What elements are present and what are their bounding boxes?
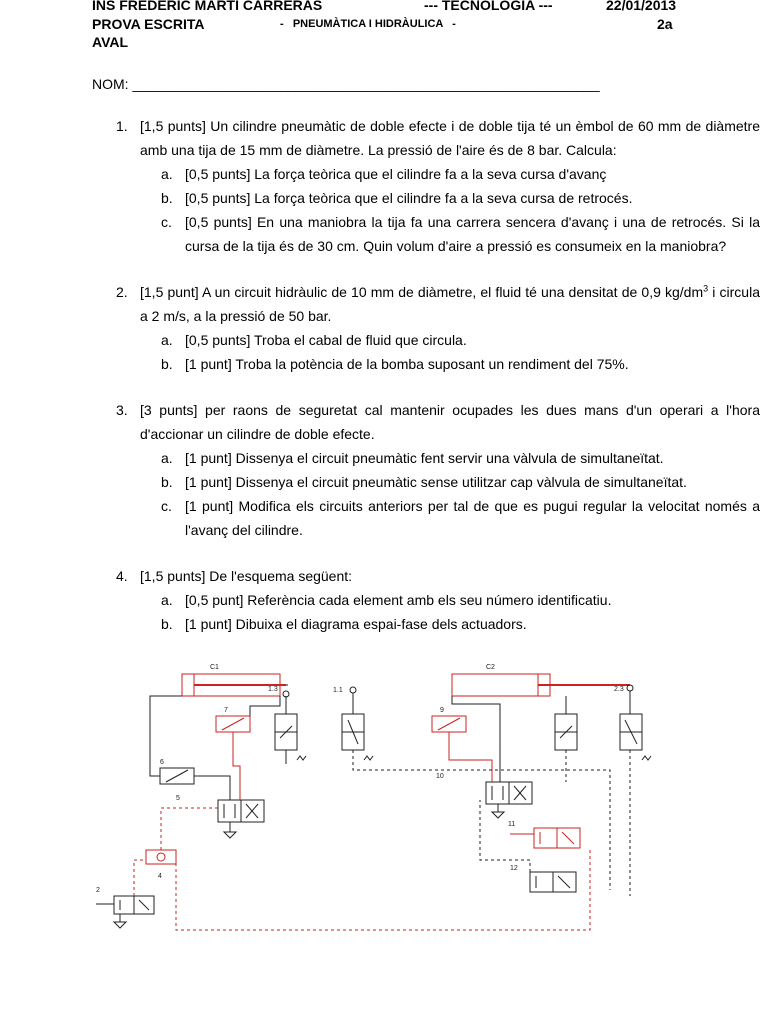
limit-valve-c2 <box>555 696 577 750</box>
label-4: 4 <box>158 873 162 880</box>
question-number: 3. <box>116 402 128 418</box>
sub-text: [0,5 punts] En una maniobra la tija fa una carrera sencera d'avanç i una de retrocés. Si la cursa de la tija és de 30 cm. Quin volum d'aire a pressió es consumeix en la maniobra? <box>185 214 760 254</box>
label-2: 2 <box>96 887 100 894</box>
sub-text: [0,5 punt] Referència cada element amb els seu número identificatiu. <box>185 592 612 608</box>
name-line: NOM: ____________________________________________________________ <box>92 76 600 92</box>
pneumatic-circuit-diagram <box>90 660 720 960</box>
sub-question <box>161 162 760 186</box>
question-4 <box>116 564 760 636</box>
sub-question <box>161 494 760 542</box>
sub-text: [0,5 punts] Troba el cabal de fluid que circula. <box>185 332 467 348</box>
sub-letter: b. <box>161 474 173 490</box>
flow-regulator-6 <box>160 759 194 784</box>
question-superscript: 3 <box>703 283 709 294</box>
question-number: 2. <box>116 284 128 300</box>
label-c1: C1 <box>210 664 219 671</box>
question-text: [1,5 punts] De l'esquema següent: <box>140 568 353 584</box>
sub-letter: a. <box>161 450 173 466</box>
question-text: [1,5 punt] A un circuit hidràulic de 10 mm de diàmetre, el fluid té una densitat de 0,9 kg/dm <box>140 284 704 300</box>
sub-question <box>161 352 760 376</box>
sub-letter: a. <box>161 332 173 348</box>
sub-text: [1 punt] Troba la potència de la bomba suposant un rendiment del 75%. <box>185 356 629 372</box>
sub-question <box>161 446 760 470</box>
sub-text: [1 punt] Dissenya el circuit pneumàtic fent servir una vàlvula de simultaneïtat. <box>185 450 664 466</box>
label-1-3: 1.3 <box>268 686 278 693</box>
label-5: 5 <box>176 795 180 802</box>
sub-letter: b. <box>161 356 173 372</box>
main-valve-10 <box>436 773 532 804</box>
sub-question <box>161 210 760 258</box>
sub-question-list <box>140 328 760 376</box>
sub-question <box>161 470 760 494</box>
label-12: 12 <box>510 865 518 872</box>
label-11: 11 <box>508 821 516 828</box>
question-2 <box>116 280 760 376</box>
sub-text: [0,5 punts] La força teòrica que el cilindre fa a la seva cursa de retrocés. <box>185 190 633 206</box>
exam-term: 2a <box>657 16 673 32</box>
sub-question-list <box>140 446 760 542</box>
sub-letter: c. <box>161 498 172 514</box>
question-text: [3 punts] per raons de seguretat cal mantenir ocupades les dues mans d'un operari a l'hora d'accionar un cilindre de doble efecte. <box>140 402 760 442</box>
label-2-3: 2.3 <box>614 686 624 693</box>
valve-12 <box>510 865 576 892</box>
cylinder-c1 <box>182 664 289 697</box>
question-1 <box>116 114 760 258</box>
exam-topic: - PNEUMÀTICA I HIDRÀULICA - <box>280 18 456 30</box>
shuttle-valve-4 <box>146 850 176 880</box>
sub-question-list <box>140 162 760 258</box>
valve-11 <box>508 821 580 848</box>
flow-regulator-7 <box>216 707 250 732</box>
exam-term-suffix: AVAL <box>92 34 129 50</box>
question-list <box>92 114 760 658</box>
sub-question <box>161 328 760 352</box>
question-text: [1,5 punts] Un cilindre pneumàtic de doble efecte i de doble tija té un èmbol de 60 mm de diàmetre amb una tija de 15 mm de diàmetre. La pressió de l'aire és de 8 bar. Calcula: <box>140 118 760 158</box>
sub-text: [1 punt] Dissenya el circuit pneumàtic sense utilitzar cap vàlvula de simultaneïtat. <box>185 474 687 490</box>
limit-valve-1-1 <box>333 687 373 760</box>
sub-letter: a. <box>161 166 173 182</box>
flow-regulator-9 <box>432 707 466 732</box>
main-valve-5 <box>176 795 264 822</box>
sub-letter: b. <box>161 190 173 206</box>
sub-question <box>161 186 760 210</box>
sub-letter: b. <box>161 616 173 632</box>
sub-question <box>161 612 760 636</box>
question-3 <box>116 398 760 542</box>
subject: --- TECNOLOGIA --- <box>424 0 553 13</box>
exam-date: 22/01/2013 <box>606 0 677 13</box>
label-10: 10 <box>436 773 444 780</box>
start-valve-2 <box>96 887 154 914</box>
label-7: 7 <box>224 707 228 714</box>
sub-letter: c. <box>161 214 172 230</box>
sub-text: [1 punt] Dibuixa el diagrama espai-fase dels actuadors. <box>185 616 527 632</box>
sub-text: [1 punt] Modifica els circuits anteriors per tal de que es pugui regular la velocitat només a l'avanç del cilindre. <box>185 498 760 538</box>
sub-text: [0,5 punts] La força teòrica que el cilindre fa a la seva cursa d'avanç <box>185 166 607 182</box>
limit-valve-2-3 <box>620 691 651 760</box>
connection-lines <box>114 696 630 930</box>
question-number: 1. <box>116 118 128 134</box>
label-1-1: 1.1 <box>333 687 343 694</box>
sub-question-list <box>140 588 760 636</box>
sub-question <box>161 588 760 612</box>
exam-type: PROVA ESCRITA <box>92 16 205 32</box>
question-text-cont: i circula a 2 m/s, a la pressió de 50 bar. <box>140 284 760 324</box>
cylinder-c2 <box>452 664 633 696</box>
school-name: INS FREDERIC MARTI CARRERAS <box>92 0 323 13</box>
sub-letter: a. <box>161 592 173 608</box>
label-c2: C2 <box>486 664 495 671</box>
label-6: 6 <box>160 759 164 766</box>
label-9: 9 <box>440 707 444 714</box>
question-number: 4. <box>116 568 128 584</box>
